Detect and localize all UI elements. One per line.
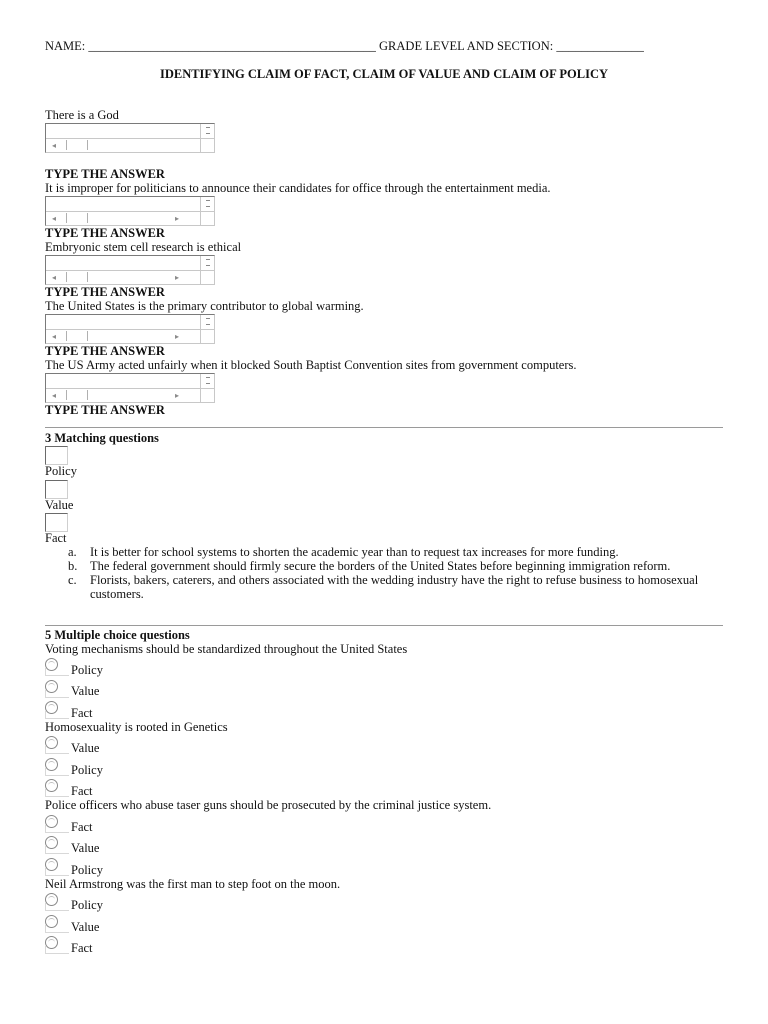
scroll-right-icon[interactable]: ▸: [174, 273, 179, 282]
answer-textarea-3[interactable]: [45, 255, 215, 285]
radio-q4-choice-1[interactable]: [45, 893, 58, 906]
mc-question-3: Police officers who abuse taser guns should be prosecuted by the criminal justice system.: [45, 798, 492, 812]
mc-question-2: Homosexuality is rooted in Genetics: [45, 720, 228, 734]
vertical-scrollbar[interactable]: [200, 124, 214, 138]
choice-label: Value: [71, 920, 100, 934]
list-item: [62, 545, 722, 559]
choice-label: Value: [71, 841, 100, 855]
choice-label: Policy: [71, 898, 103, 912]
statement-2: It is improper for politicians to announce their candidates for office through the entertainment media.: [45, 181, 551, 195]
answer-textarea-1[interactable]: [45, 123, 215, 153]
match-input-fact[interactable]: [45, 513, 68, 532]
radio-q3-choice-3[interactable]: [45, 858, 58, 871]
section-divider: [45, 625, 723, 626]
match-input-policy[interactable]: [45, 446, 68, 465]
scroll-right-icon[interactable]: ▸: [174, 332, 179, 341]
radio-q2-choice-1[interactable]: [45, 736, 58, 749]
choice-label: Fact: [71, 706, 93, 720]
vertical-scrollbar[interactable]: [200, 256, 214, 270]
type-answer-label-2: TYPE THE ANSWER: [45, 226, 165, 240]
option-marker: b.: [68, 559, 78, 573]
scroll-left-icon[interactable]: ◂: [52, 141, 57, 150]
matching-heading: 3 Matching questions: [45, 431, 159, 445]
scroll-left-icon[interactable]: ◂: [52, 391, 57, 400]
horizontal-scrollbar[interactable]: [46, 329, 201, 343]
option-text: Florists, bakers, caterers, and others associated with the wedding industry have the right to refuse business to homosexual customers.: [90, 573, 699, 601]
choice-label: Fact: [71, 820, 93, 834]
statement-4: The United States is the primary contributor to global warming.: [45, 299, 364, 313]
vertical-scrollbar[interactable]: [200, 315, 214, 329]
radio-q4-choice-2[interactable]: [45, 915, 58, 928]
choice-label: Fact: [71, 941, 93, 955]
list-item: [62, 573, 722, 601]
choice-label: Policy: [71, 663, 103, 677]
horizontal-scrollbar[interactable]: [46, 211, 201, 225]
scroll-left-icon[interactable]: ◂: [52, 273, 57, 282]
choice-label: Fact: [71, 784, 93, 798]
scroll-right-icon[interactable]: ▸: [174, 214, 179, 223]
choice-label: Policy: [71, 763, 103, 777]
radio-q1-choice-2[interactable]: [45, 680, 58, 693]
list-item: [62, 559, 722, 573]
radio-q3-choice-1[interactable]: [45, 815, 58, 828]
mc-question-1: Voting mechanisms should be standardized throughout the United States: [45, 642, 408, 656]
radio-q2-choice-2[interactable]: [45, 758, 58, 771]
radio-q1-choice-3[interactable]: [45, 701, 58, 714]
choice-label: Value: [71, 741, 100, 755]
option-marker: a.: [68, 545, 77, 559]
radio-q3-choice-2[interactable]: [45, 836, 58, 849]
choice-label: Value: [71, 684, 100, 698]
radio-q1-choice-1[interactable]: [45, 658, 58, 671]
option-marker: c.: [68, 573, 77, 587]
name-grade-line: NAME: ______________________________________________ GRADE LEVEL AND SECTION: ______________: [45, 39, 644, 53]
radio-q2-choice-3[interactable]: [45, 779, 58, 792]
type-answer-label-3: TYPE THE ANSWER: [45, 285, 165, 299]
statement-3: Embryonic stem cell research is ethical: [45, 240, 242, 254]
answer-textarea-4[interactable]: [45, 314, 215, 344]
choice-label: Policy: [71, 863, 103, 877]
statement-1: There is a God: [45, 108, 119, 122]
option-text: The federal government should firmly secure the borders of the United States before beginning immigration reform.: [90, 559, 671, 573]
horizontal-scrollbar[interactable]: [46, 270, 201, 284]
answer-textarea-5[interactable]: [45, 373, 215, 403]
statement-5: The US Army acted unfairly when it blocked South Baptist Convention sites from government computers.: [45, 358, 577, 372]
horizontal-scrollbar[interactable]: [46, 138, 201, 152]
scroll-left-icon[interactable]: ◂: [52, 332, 57, 341]
multiple-choice-heading: 5 Multiple choice questions: [45, 628, 190, 642]
scroll-left-icon[interactable]: ◂: [52, 214, 57, 223]
scroll-right-icon[interactable]: ▸: [174, 391, 179, 400]
match-input-value[interactable]: [45, 480, 68, 499]
match-term-value: Value: [45, 498, 74, 512]
match-term-policy: Policy: [45, 464, 77, 478]
option-text: It is better for school systems to shorten the academic year than to request tax increases for more funding.: [90, 545, 619, 559]
mc-question-4: Neil Armstrong was the first man to step foot on the moon.: [45, 877, 341, 891]
matching-options-list: [62, 545, 722, 601]
answer-textarea-2[interactable]: [45, 196, 215, 226]
match-term-fact: Fact: [45, 531, 67, 545]
worksheet-title: IDENTIFYING CLAIM OF FACT, CLAIM OF VALUE AND CLAIM OF POLICY: [159, 67, 609, 81]
section-divider: [45, 427, 723, 428]
type-answer-label-5: TYPE THE ANSWER: [45, 403, 165, 417]
type-answer-label-1: TYPE THE ANSWER: [45, 167, 165, 181]
vertical-scrollbar[interactable]: [200, 374, 214, 388]
vertical-scrollbar[interactable]: [200, 197, 214, 211]
horizontal-scrollbar[interactable]: [46, 388, 201, 402]
type-answer-label-4: TYPE THE ANSWER: [45, 344, 165, 358]
radio-q4-choice-3[interactable]: [45, 936, 58, 949]
